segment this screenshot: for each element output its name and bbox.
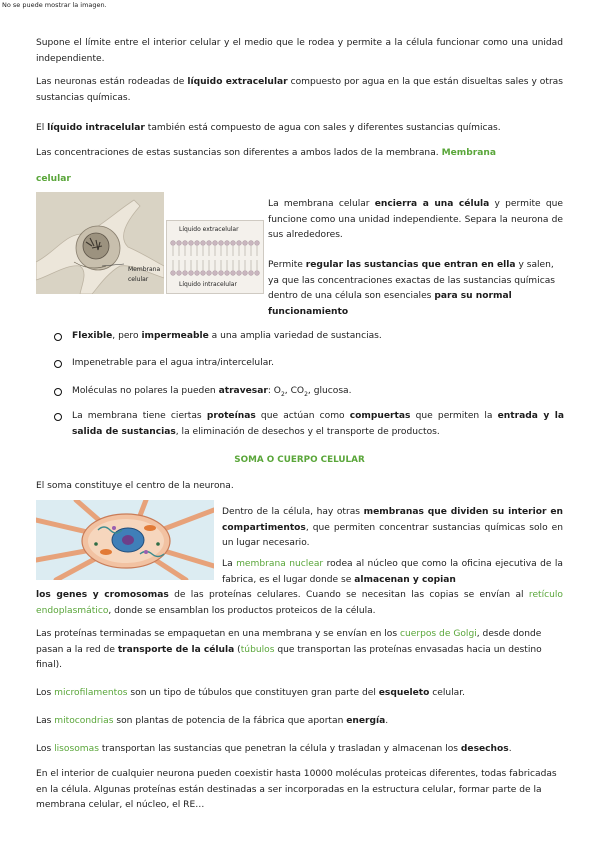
- paragraph-membrane-encloses: La membrana celular encierra a una célula y permite que funcione como una unidad independiente. Separa la neurona de sus alrededores.: [268, 199, 563, 240]
- bullet-circle-icon: [54, 388, 62, 396]
- bullet-circle-icon: [54, 413, 62, 421]
- paragraph-microfilaments: Los microfilamentos son un tipo de túbulos que constituyen gran parte del esqueleto celular.: [36, 688, 466, 698]
- broken-image-message: No se puede mostrar la imagen.: [2, 1, 107, 9]
- intracellular-label: Líquido intracelular: [179, 281, 237, 288]
- paragraph-extracellular: Las neuronas están rodeadas de líquido extracelular compuesto por agua en la que están disueltas sales y otras sustancias químicas.: [36, 77, 563, 103]
- list-item: Impenetrable para el agua intra/intercelular.: [54, 356, 564, 372]
- list-item: La membrana tiene ciertas proteínas que actúan como compuertas que permiten la entrada y la salida de sustancias, la eliminación de desechos y el transporte de productos.: [54, 409, 564, 440]
- paragraph-soma-center: El soma constituye el centro de la neurona.: [36, 481, 234, 491]
- membrane-label-1: Membrana: [128, 266, 161, 273]
- section-heading-membrane: Membrana: [441, 148, 496, 158]
- bullet-circle-icon: [54, 360, 62, 368]
- paragraph-intracellular: El líquido intracelular también está compuesto de agua con sales y diferentes sustancias químicas.: [36, 123, 501, 133]
- paragraph-golgi: Las proteínas terminadas se empaquetan en una membrana y se envían en los cuerpos de Golgi, desde donde pasan a la red de transporte de la célula (túbulos que transportan las proteínas envasadas hacia un destino final).: [36, 629, 542, 670]
- membrane-label-2: celular: [128, 276, 149, 283]
- paragraph-internal-membranes: Dentro de la célula, hay otras membranas que dividen su interior en compartimentos, que permiten concentrar sustancias químicas solo en un lugar necesario.: [222, 507, 563, 548]
- section-heading-membrane-cont: celular: [36, 174, 71, 184]
- membrane-properties-list-3: [54, 384, 564, 402]
- membrane-properties-list: [54, 329, 564, 345]
- paragraph-proteins-count: En el interior de cualquier neurona pueden coexistir hasta 10000 moléculas proteicas diferentes, todas fabricadas en la célula. Algunas proteínas están destinadas a ser incorporadas en la estructura celular, formar parte de la membrana celular, el núcleo, el RE…: [36, 769, 557, 810]
- paragraph-lysosomes: Los lisosomas transportan las sustancias que penetran la célula y trasladan y almacenan los desechos.: [36, 744, 512, 754]
- paragraph-membrane-intro: Supone el límite entre el interior celular y el medio que le rodea y permite a la célula funcionar como una unidad independiente.: [36, 38, 563, 64]
- soma-cell-drawing: [36, 500, 214, 580]
- lipid-bilayer-image: [166, 220, 264, 294]
- list-item: Moléculas no polares la pueden atravesar: $O_2$, $CO_2$, glucosa.: [54, 384, 564, 402]
- soma-illustration-image: [36, 500, 214, 580]
- bullet-circle-icon: [54, 333, 62, 341]
- membrane-properties-list-4: [54, 409, 564, 440]
- paragraph-membrane-regulates: Permite regular las sustancias que entran en ella y salen, ya que las concentraciones exactas de las sustancias químicas dentro de una célula son esenciales para su normal funcionamiento: [268, 260, 555, 317]
- paragraph-genes: los genes y cromosomas de las proteínas celulares. Cuando se necesitan las copias se envían al retículo endoplasmático, donde se ensamblan los productos proteicos de la célula.: [36, 590, 563, 616]
- paragraph-mitochondria: Las mitocondrias son plantas de potencia de la fábrica que aportan energía.: [36, 716, 389, 726]
- membrane-properties-list-2: [54, 356, 564, 372]
- list-item: Flexible, pero impermeable a una amplia variedad de sustancias.: [54, 329, 564, 345]
- paragraph-concentrations: Las concentraciones de estas sustancias son diferentes a ambos lados de la membrana. Membrana: [36, 148, 496, 158]
- membrane-illustration-image: [36, 192, 164, 294]
- section-heading-soma: SOMA O CUERPO CELULAR: [234, 455, 365, 465]
- paragraph-nuclear-membrane: La membrana nuclear rodea al núcleo que como la oficina ejecutiva de la fabrica, es el lugar donde se almacenan y copian: [222, 559, 564, 585]
- extracellular-label: Líquido extracelular: [179, 226, 239, 233]
